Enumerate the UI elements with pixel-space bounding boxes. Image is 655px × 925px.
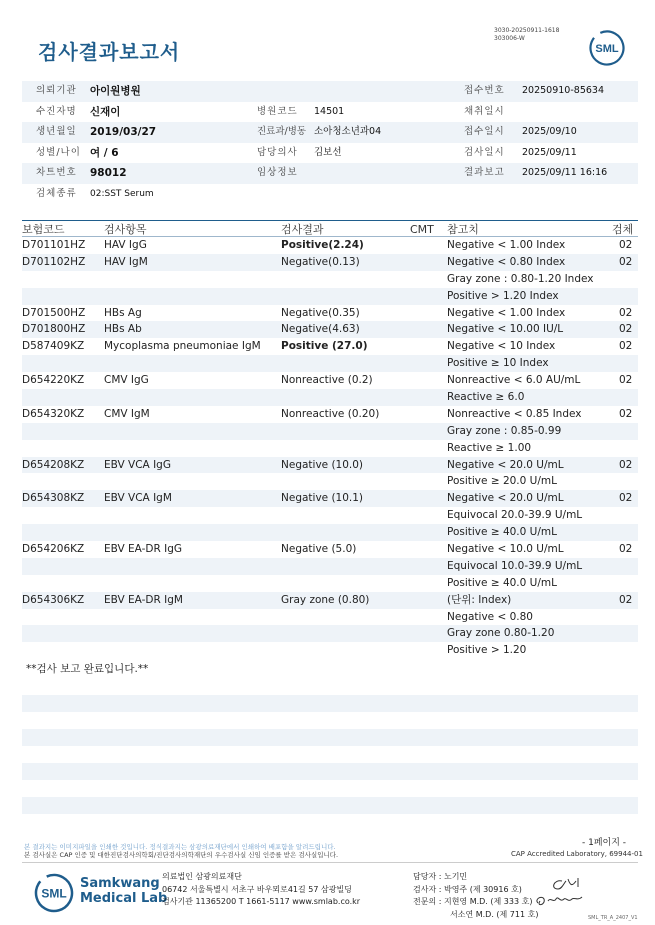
collect-date-label: 채취일시 xyxy=(464,105,505,117)
doctor-value: 김보선 xyxy=(314,146,342,158)
cell-result: Negative (5.0) xyxy=(281,543,357,556)
patient-info xyxy=(22,81,638,204)
table-body xyxy=(22,237,638,659)
cell-ref: Positive ≥ 40.0 U/mL xyxy=(447,576,557,589)
cell-ref: Reactive ≥ 6.0 xyxy=(447,391,525,404)
table-row xyxy=(22,575,638,592)
cell-code: D701102HZ xyxy=(22,255,86,268)
blank-row xyxy=(22,797,638,814)
table-row xyxy=(22,254,638,271)
document-code xyxy=(494,27,559,43)
staff-line-3: 전문의 : 지현영 M.D. (제 333 호) xyxy=(413,897,533,906)
cell-result: Negative(0.35) xyxy=(281,306,360,319)
cell-spec: 02 xyxy=(619,492,633,505)
cell-ref: Reactive ≥ 1.00 xyxy=(447,441,532,454)
header-cmt: CMT xyxy=(410,223,434,236)
blank-row xyxy=(22,729,638,746)
footer-divider xyxy=(22,862,638,863)
cell-code: D654208KZ xyxy=(22,458,85,471)
address-line-1: 의료법인 삼광의료재단 xyxy=(162,872,242,881)
hospital-label: 의뢰기관 xyxy=(36,85,77,96)
cell-ref: Positive ≥ 20.0 U/mL xyxy=(447,475,557,488)
form-version: SML_TR_A_2407_V1 xyxy=(588,915,638,921)
info-row xyxy=(22,163,638,184)
header-result: 검사결과 xyxy=(281,223,324,236)
cell-ref: Negative < 0.80 xyxy=(447,610,533,623)
cell-item: CMV IgG xyxy=(104,374,149,387)
cell-result: Gray zone (0.80) xyxy=(281,593,370,606)
info-row xyxy=(22,184,638,205)
cell-ref: (단위: Index) xyxy=(447,593,512,606)
chart-no-value: 98012 xyxy=(90,167,127,179)
table-row xyxy=(22,524,638,541)
table-row xyxy=(22,288,638,305)
header-ref: 참고치 xyxy=(447,223,479,236)
hospital-value: 아이원병원 xyxy=(90,85,141,97)
cell-result: Negative(0.13) xyxy=(281,255,360,268)
table-row xyxy=(22,592,638,609)
hospital-code-value: 14501 xyxy=(314,105,345,117)
table-row xyxy=(22,372,638,389)
cell-ref: Positive ≥ 10 Index xyxy=(447,357,549,370)
logo-text: SML xyxy=(595,43,619,55)
cell-ref: Equivocal 10.0-39.9 U/mL xyxy=(447,559,583,572)
info-row xyxy=(22,102,638,123)
cell-spec: 02 xyxy=(619,239,633,251)
table-row xyxy=(22,609,638,626)
report-date-label: 결과보고 xyxy=(464,167,505,178)
cell-spec: 02 xyxy=(619,340,633,353)
table-row xyxy=(22,625,638,642)
report-complete-text: **검사 보고 완료입니다.** xyxy=(26,663,149,675)
cell-spec: 02 xyxy=(619,255,633,268)
cell-ref: Positive ≥ 40.0 U/mL xyxy=(447,526,557,539)
cell-item: HBs Ab xyxy=(104,323,142,336)
cell-ref: Negative < 10.0 U/mL xyxy=(447,543,564,556)
receipt-date-value: 2025/09/10 xyxy=(522,126,577,137)
staff-info xyxy=(413,871,538,921)
table-row xyxy=(22,558,638,575)
header-code: 보험코드 xyxy=(22,223,65,236)
info-row xyxy=(22,122,638,143)
header-spec: 검체 xyxy=(612,223,634,236)
cell-result: Negative (10.0) xyxy=(281,458,364,471)
brand-line-1: Samkwang xyxy=(80,876,160,891)
cell-code: D587409KZ xyxy=(22,340,85,353)
receipt-no-value: 20250910-85634 xyxy=(522,85,605,96)
table-row xyxy=(22,355,638,372)
cell-result: Nonreactive (0.20) xyxy=(281,407,380,420)
address-line-3: 검사기관 11365200 T 1661-5117 www.smlab.co.kr xyxy=(162,897,361,906)
cell-ref: Negative < 20.0 U/mL xyxy=(447,458,564,471)
document-code-line-1: 3030-20250911-1618 xyxy=(494,27,560,34)
sex-age-value: 여 / 6 xyxy=(90,146,119,159)
table-row xyxy=(22,423,638,440)
cell-code: D701500HZ xyxy=(22,306,86,319)
doctor-label: 담당의사 xyxy=(257,146,298,158)
table-row xyxy=(22,406,638,423)
staff-line-4: 서소연 M.D. (제 711 호) xyxy=(450,909,539,919)
brand-line-2: Medical Lab xyxy=(80,891,168,906)
footer-note-print: 본 결과지는 이미지파일을 인쇄한 것입니다. 정식결과지는 삼광의료재단에서 인쇄하여 배포함을 알려드립니다. xyxy=(24,843,336,851)
cell-item: EBV EA-DR IgG xyxy=(104,543,183,556)
cap-accreditation: CAP Accredited Laboratory, 69944-01 xyxy=(511,850,643,858)
cell-ref: Nonreactive < 0.85 Index xyxy=(447,407,582,420)
table-header xyxy=(22,220,638,237)
cell-ref: Negative < 1.00 Index xyxy=(447,306,566,319)
page-title: 검사결과보고서 xyxy=(38,40,181,64)
cell-ref: Positive > 1.20 xyxy=(447,644,527,657)
cell-ref: Negative < 1.00 Index xyxy=(447,239,566,251)
cell-code: D654206KZ xyxy=(22,543,85,556)
results-table xyxy=(22,220,638,659)
footer-note-cap: 본 검사실은 CAP 인증 및 대한진단검사의학회/진단검사의학재단의 우수검사실 신임 인증를 받은 검사실입니다. xyxy=(24,851,339,859)
cell-item: CMV IgM xyxy=(104,407,150,420)
sex-age-label: 성별/나이 xyxy=(36,146,81,158)
cell-item: Mycoplasma pneumoniae IgM xyxy=(104,340,261,353)
table-row xyxy=(22,490,638,507)
cell-ref: Negative < 10 Index xyxy=(447,340,556,353)
blank-row xyxy=(22,763,638,780)
header-item: 검사항목 xyxy=(104,223,147,236)
cell-code: D654308KZ xyxy=(22,492,85,505)
table-row xyxy=(22,271,638,288)
cell-item: EBV VCA IgG xyxy=(104,458,171,471)
table-row xyxy=(22,507,638,524)
staff-line-2: 검사자 : 박영주 (제 30916 호) xyxy=(413,884,522,894)
receipt-no-label: 접수번호 xyxy=(464,85,505,96)
page-number: - 1페이지 - xyxy=(582,838,627,848)
cell-item: HAV IgG xyxy=(104,239,147,251)
cell-code: D654306KZ xyxy=(22,593,85,606)
table-row xyxy=(22,642,638,659)
cell-result: Negative(4.63) xyxy=(281,323,360,336)
table-row xyxy=(22,440,638,457)
cell-result: Nonreactive (0.2) xyxy=(281,374,373,387)
report-date-value: 2025/09/11 16:16 xyxy=(522,167,608,178)
table-row xyxy=(22,457,638,474)
cell-spec: 02 xyxy=(619,407,633,420)
cell-code: D654220KZ xyxy=(22,374,85,387)
brand-name xyxy=(80,876,167,906)
cell-ref: Nonreactive < 6.0 AU/mL xyxy=(447,374,581,387)
cell-spec: 02 xyxy=(619,543,633,556)
info-row xyxy=(22,81,638,102)
test-date-value: 2025/09/11 xyxy=(522,146,577,158)
table-row xyxy=(22,473,638,490)
cell-ref: Negative < 10.00 IU/L xyxy=(447,323,564,336)
cell-ref: Negative < 20.0 U/mL xyxy=(447,492,564,505)
sml-logo-icon xyxy=(589,30,625,66)
cell-result: Negative (10.1) xyxy=(281,492,364,505)
cell-result: Positive (27.0) xyxy=(281,340,368,353)
cell-item: HAV IgM xyxy=(104,255,148,268)
specimen-label: 검체종류 xyxy=(36,187,77,199)
cell-code: D654320KZ xyxy=(22,407,85,420)
test-date-label: 검사일시 xyxy=(464,146,505,158)
patient-value: 신재이 xyxy=(90,105,121,118)
blank-row xyxy=(22,695,638,712)
cell-ref: Gray zone 0.80-1.20 xyxy=(447,627,555,640)
receipt-date-label: 접수일시 xyxy=(464,126,505,137)
sml-logo-icon xyxy=(34,873,74,913)
table-row xyxy=(22,389,638,406)
info-row xyxy=(22,143,638,164)
footer-notes xyxy=(24,843,338,859)
specimen-value: 02:SST Serum xyxy=(90,188,154,199)
cell-spec: 02 xyxy=(619,593,633,606)
cell-code: D701101HZ xyxy=(22,239,86,251)
staff-line-1: 담당자 : 노기민 xyxy=(413,872,468,881)
cell-ref: Positive > 1.20 Index xyxy=(447,289,559,302)
table-row xyxy=(22,305,638,322)
table-row xyxy=(22,321,638,338)
hospital-code-label: 병원코드 xyxy=(257,105,298,117)
table-row xyxy=(22,237,638,254)
table-row xyxy=(22,338,638,355)
dept-label: 진료과/병동 xyxy=(257,126,307,137)
cell-ref: Gray zone : 0.85-0.99 xyxy=(447,424,562,437)
chart-no-label: 차트번호 xyxy=(36,167,77,178)
clinical-label: 임상정보 xyxy=(257,167,298,178)
cell-ref: Negative < 0.80 Index xyxy=(447,255,566,268)
document-code-line-2: 303006-W xyxy=(494,35,525,42)
patient-label: 수진자명 xyxy=(36,105,77,117)
cell-item: HBs Ag xyxy=(104,306,142,319)
logo-text: SML xyxy=(41,886,67,901)
cell-result: Positive(2.24) xyxy=(281,239,364,251)
cell-ref: Equivocal 20.0-39.9 U/mL xyxy=(447,509,583,522)
lab-address xyxy=(162,871,360,909)
dept-value: 소아청소년과04 xyxy=(314,126,382,137)
dob-label: 생년월일 xyxy=(36,126,77,137)
cell-spec: 02 xyxy=(619,306,633,319)
cell-spec: 02 xyxy=(619,374,633,387)
cell-item: EBV VCA IgM xyxy=(104,492,172,505)
cell-item: EBV EA-DR IgM xyxy=(104,593,183,606)
table-row xyxy=(22,541,638,558)
cell-code: D701800HZ xyxy=(22,323,86,336)
dob-value: 2019/03/27 xyxy=(90,126,157,138)
cell-spec: 02 xyxy=(619,323,633,336)
cell-spec: 02 xyxy=(619,458,633,471)
cell-ref: Gray zone : 0.80-1.20 Index xyxy=(447,272,594,285)
signature-icon xyxy=(532,873,592,913)
address-line-2: 06742 서울특별시 서초구 바우뫼로41길 57 삼광빌딩 xyxy=(162,884,352,894)
